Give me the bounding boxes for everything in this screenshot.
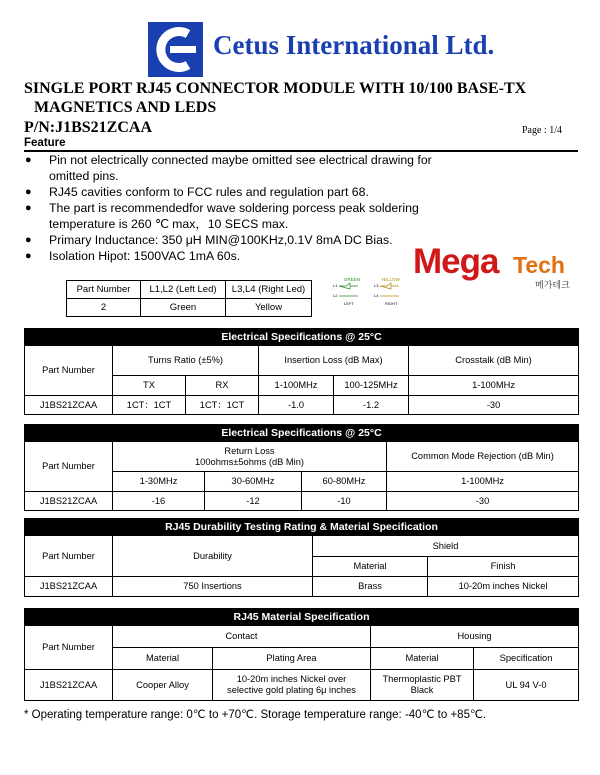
rl-range-3: 60-80MHz [302, 472, 387, 492]
feature-item: ● Primary Inductance: 350 μH MIN@100KHz,0.1V 8mA DC Bias. [24, 232, 444, 248]
rx-header: RX [186, 376, 259, 396]
plating-line1: 10-20m inches Nickel over [236, 674, 347, 684]
crosstalk-header: Crosstalk (dB Min) [409, 346, 579, 376]
plating-area-header: Plating Area [213, 648, 371, 670]
feature-item: ● RJ45 cavities conform to FCC rules and regulation part 68. [24, 184, 444, 200]
durability-table [24, 518, 579, 597]
led-header-right: L3,L4 (Right Led) [226, 281, 312, 299]
led-value-right: Yellow [226, 299, 312, 317]
contact-header: Contact [113, 626, 371, 648]
led-value-left: Green [141, 299, 226, 317]
row-contact-material: Cooper Alloy [113, 670, 213, 701]
led-diagram [330, 275, 420, 307]
housing-material-line2: Black [410, 685, 434, 695]
cetus-logo-icon [148, 22, 203, 77]
row-part: J1BS21ZCAA [25, 396, 113, 415]
crosstalk-range: 1-100MHz [409, 376, 579, 396]
row-rl-3: -10 [302, 492, 387, 511]
part-number-header: Part Number [25, 346, 113, 396]
return-loss-header [113, 442, 387, 472]
rl-range-2: 30-60MHz [205, 472, 302, 492]
return-loss-line1: Return Loss [224, 445, 275, 456]
housing-header: Housing [371, 626, 579, 648]
led-label-l3: L3 [374, 283, 379, 288]
row-tx: 1CT：1CT [113, 396, 186, 415]
feature-list [24, 152, 444, 264]
row-il-1: -1.0 [259, 396, 334, 415]
row-durability: 750 Insertions [113, 577, 313, 597]
part-number-header: Part Number [25, 442, 113, 492]
led-color-table [66, 280, 312, 317]
plating-line2: selective gold plating 6μ inches [227, 685, 356, 695]
led-header-part: Part Number [67, 281, 141, 299]
il-range-2: 100-125MHz [334, 376, 409, 396]
electrical-spec-table-2 [24, 424, 579, 511]
feature-item: ● Isolation Hipot: 1500VAC 1mA 60s. [24, 248, 444, 264]
led-label-l4: L4 [374, 293, 379, 298]
feature-item: ● The part is recommendedfor wave soldering porcess peak soldering temperature is 260 ℃ max，10 SECS max. [24, 200, 444, 232]
cmr-range: 1-100MHz [387, 472, 579, 492]
table-title: RJ45 Material Specification [25, 609, 579, 626]
led-label-green: GREEN [344, 277, 361, 282]
watermark-tech: Tech [513, 252, 565, 278]
housing-material-line1: Thermoplastic PBT [382, 674, 462, 684]
turns-ratio-header: Turns Ratio (±5%) [113, 346, 259, 376]
part-number-header: Part Number [25, 626, 113, 670]
il-range-1: 1-100MHz [259, 376, 334, 396]
led-label-left: LEFT [344, 301, 354, 306]
table-title: Electrical Specifications @ 25°C [25, 425, 579, 442]
led-label-yellow: YELLOW [381, 277, 400, 282]
led-value-part: 2 [67, 299, 141, 317]
shield-header: Shield [313, 536, 579, 557]
contact-material-header: Material [113, 648, 213, 670]
material-spec-table [24, 608, 579, 701]
table-title: RJ45 Durability Testing Rating & Material Specification [25, 519, 579, 536]
company-name: Cetus International Ltd. [213, 30, 495, 60]
megatech-watermark [413, 242, 583, 302]
part-number-title: P/N:J1BS21ZCAA [24, 119, 153, 136]
row-housing-material [371, 670, 474, 701]
rl-range-1: 1-30MHz [113, 472, 205, 492]
row-part: J1BS21ZCAA [25, 577, 113, 597]
document-title-line1: SINGLE PORT RJ45 CONNECTOR MODULE WITH 10/100 BASE-TX [24, 80, 527, 97]
housing-material-header: Material [371, 648, 474, 670]
row-rl-2: -12 [205, 492, 302, 511]
feature-item: ● Pin not electrically connected maybe omitted see electrical drawing for omitted pins. [24, 152, 444, 184]
return-loss-line2: 100ohms±5ohms (dB Min) [195, 456, 304, 467]
row-plating [213, 670, 371, 701]
shield-material-header: Material [313, 557, 428, 577]
row-specification: UL 94 V-0 [474, 670, 579, 701]
insertion-loss-header: Insertion Loss (dB Max) [259, 346, 409, 376]
watermark-mega: Mega [413, 242, 499, 281]
row-finish: 10-20m inches Nickel [428, 577, 579, 597]
led-left-symbol [339, 283, 358, 296]
temperature-footnote: * Operating temperature range: 0℃ to +70℃. Storage temperature range: -40℃ to +85℃. [24, 709, 487, 721]
company-logo [148, 22, 203, 77]
electrical-spec-table-1 [24, 328, 579, 415]
row-crosstalk: -30 [409, 396, 579, 415]
led-header-left: L1,L2 (Left Led) [141, 281, 226, 299]
specification-header: Specification [474, 648, 579, 670]
cmr-header: Common Mode Rejection (dB Min) [387, 442, 579, 472]
document-title-line2: MAGNETICS AND LEDS [34, 99, 217, 116]
watermark-korean: 메가테크 [535, 280, 570, 290]
led-label-right: RIGHT [385, 301, 398, 306]
led-right-symbol [380, 283, 399, 296]
row-cmr: -30 [387, 492, 579, 511]
row-material: Brass [313, 577, 428, 597]
row-part: J1BS21ZCAA [25, 492, 113, 511]
feature-heading: Feature [24, 137, 66, 149]
tx-header: TX [113, 376, 186, 396]
table-title: Electrical Specifications @ 25°C [25, 329, 579, 346]
row-rx: 1CT：1CT [186, 396, 259, 415]
durability-header: Durability [113, 536, 313, 577]
shield-finish-header: Finish [428, 557, 579, 577]
part-number-header: Part Number [25, 536, 113, 577]
row-rl-1: -16 [113, 492, 205, 511]
led-label-l2: L2 [333, 293, 338, 298]
led-label-l1: L1 [333, 283, 338, 288]
row-il-2: -1.2 [334, 396, 409, 415]
page-indicator: Page : 1/4 [522, 125, 562, 136]
row-part: J1BS21ZCAA [25, 670, 113, 701]
